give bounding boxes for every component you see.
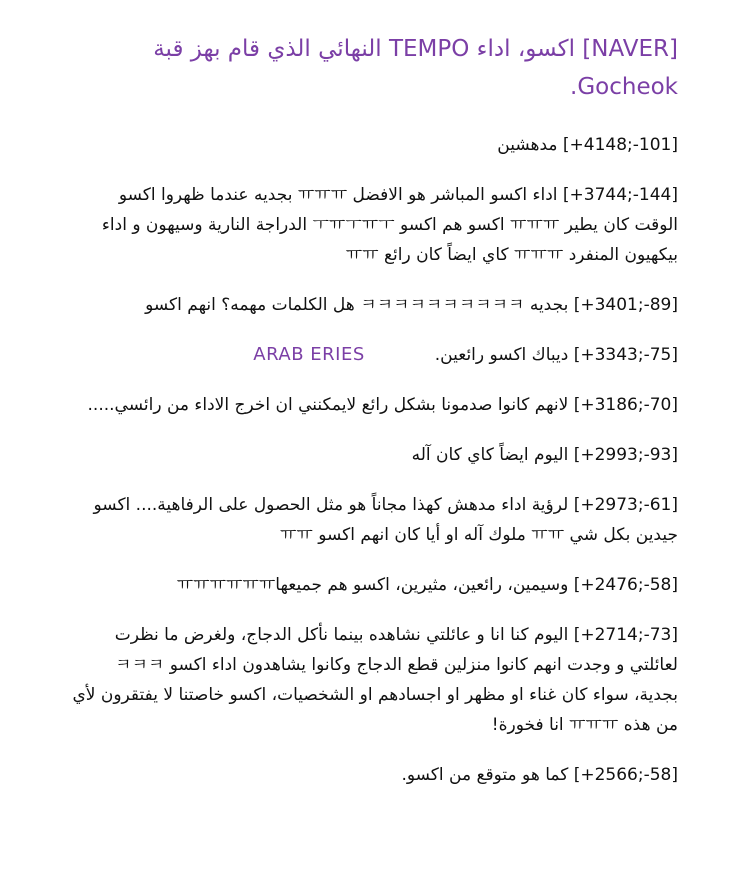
comment-score: [+2993;-93] (573, 445, 678, 465)
comment-text: كما هو متوقع من اكسو. (401, 765, 574, 785)
comment-text: لرؤية اداء مدهش كهذا مجاناً هو مثل الحصول على الرفاهية.... اكسو جيدين بكل شي ㅠㅠ ملوك آله او أيا كان انهم اكسو ㅠㅠ (93, 495, 678, 545)
watermark-text: ARAB ERIES (253, 344, 365, 365)
comment-2 (72, 290, 678, 320)
comment-1 (72, 180, 678, 270)
comment-text: مدهشين (497, 135, 563, 155)
headline: [NAVER] اكسو، اداء TEMPO النهائي الذي قام بهز قبة Gocheok. (153, 36, 678, 100)
comment-score: [+2566;-58] (573, 765, 678, 785)
comment-score: [+3343;-75] (573, 345, 678, 365)
comment-text: اليوم ايضاً كاي كان آله (411, 445, 574, 465)
comment-score: [+2714;-73] (573, 625, 678, 645)
comment-text: وسيمين، رائعين، مثيرين، اكسو هم جميعهاㅠㅠㅠㅠㅠㅠ (176, 575, 574, 595)
comment-text: اداء اكسو المباشر هو الافضل ㅠㅠㅠ بجديه عندما ظهروا اكسو الوقت كان يطير ㅠㅠㅠ اكسو هم اكسو ㅜㅠㅜㅠㅜ الدراجة النارية وسيهون و اداء بيكهيون المنفرد ㅠㅠㅠ كاي ايضاً كان رائع ㅠㅠ (101, 185, 678, 265)
comment-text: لانهم كانوا صدمونا بشكل رائع لايمكنني ان اخرج الاداء من رائسي..... (87, 395, 574, 415)
comment-7 (72, 570, 678, 600)
comment-score: [+3186;-70] (573, 395, 678, 415)
comment-score: [+2973;-61] (573, 495, 678, 515)
comment-score: [+2476;-58] (573, 575, 678, 595)
comment-4 (72, 390, 678, 420)
comment-9 (72, 760, 678, 790)
comment-text: ديباك اكسو رائعين. (434, 345, 574, 365)
comment-8 (72, 620, 678, 740)
comment-5 (72, 440, 678, 470)
comment-score: [+4148;-101] (562, 135, 678, 155)
comment-3 (72, 340, 678, 370)
comment-list (72, 130, 678, 790)
comment-text: بجديه ㅋㅋㅋㅋㅋㅋㅋㅋㅋㅋ هل الكلمات مهمه؟ انهم اكسو (145, 295, 574, 315)
comment-text: اليوم كنا انا و عائلتي نشاهده بينما نأكل الدجاج، ولغرض ما نظرت لعائلتي و وجدت انهم كانوا منزلين قطع الدجاج وكانوا يشاهدون اداء اكسو ㅋㅋㅋ بجدية، سواء كان غناء او مظهر او اجسادهم او الشخصيات، اكسو خاصتنا لا يفتقرون لأي من هذه ㅠㅠㅠ انا فخورة! (72, 625, 678, 735)
comment-score: [+3401;-89] (573, 295, 678, 315)
comment-score: [+3744;-144] (562, 185, 678, 205)
comment-6 (72, 490, 678, 550)
comment-0 (72, 130, 678, 160)
